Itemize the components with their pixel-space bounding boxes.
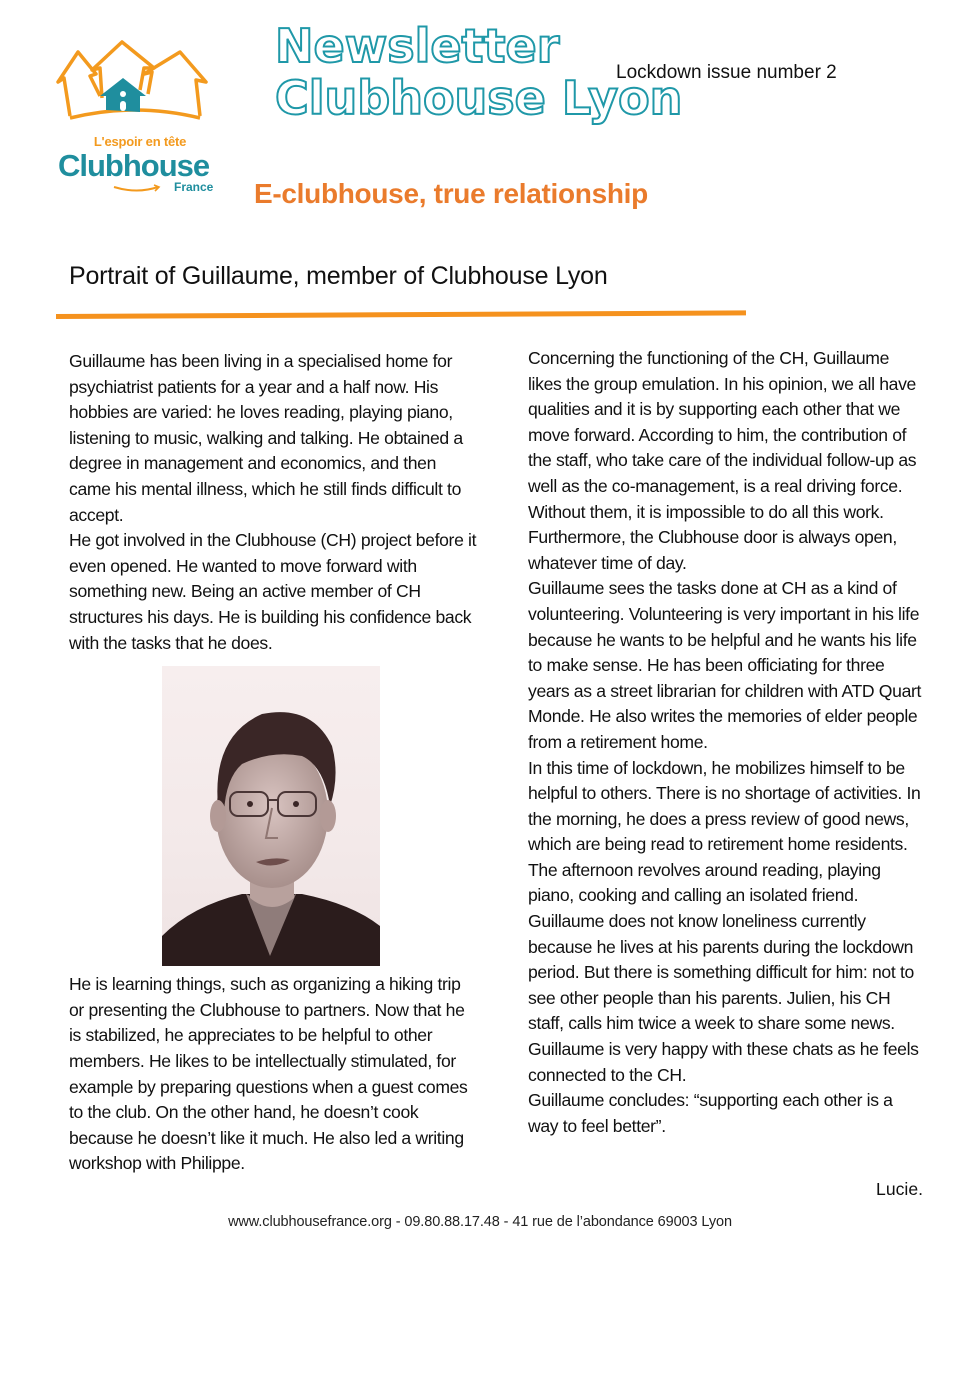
newsletter-title-line1: Newsletter bbox=[275, 19, 560, 73]
paragraph: Guillaume concludes: “supporting each other is a way to feel better”. bbox=[528, 1090, 893, 1136]
right-column bbox=[528, 346, 923, 1139]
article-columns bbox=[69, 346, 923, 1177]
article-title: Portrait of Guillaume, member of Clubhouse Lyon bbox=[69, 262, 608, 290]
clubhouse-france-logo bbox=[56, 38, 216, 194]
orange-divider bbox=[56, 310, 746, 319]
smile-arrow-icon bbox=[112, 184, 162, 194]
newsletter-subtitle: E-clubhouse, true relationship bbox=[254, 178, 648, 209]
paragraph: Concerning the functioning of the CH, Guillaume likes the group emulation. In his opinion, we all have qualities and it is by supporting each other that we move forward. According to him, the contribution of the staff, who take care of the individual follow-up as well as the co-management, is a real driving force. Without them, it is impossible to do all this work. Furthermore, the Clubhouse door is always open, whatever time of day. bbox=[528, 348, 917, 573]
article-body bbox=[69, 346, 923, 1230]
logo-country: France bbox=[174, 180, 214, 194]
author-signature: Lucie. bbox=[876, 1178, 923, 1199]
portrait-photo bbox=[162, 666, 380, 966]
paragraph: He got involved in the Clubhouse (CH) project before it even opened. He wanted to move forward with something new. Being an active member of CH structures his days. He is building his confidence back with the tasks that he does. bbox=[69, 530, 477, 653]
paragraph: Guillaume does not know loneliness currently because he lives at his parents during the lockdown period. But there is something difficult for him: not to see other people than his parents. Julien, his CH staff, calls him twice a week to share some news. Guillaume is very happy with these chats as he feels connected to the CH. bbox=[528, 911, 919, 1085]
paragraph: Guillaume sees the tasks done at CH as a kind of volunteering. Volunteering is very important in his life because he wants to be helpful and he wants his life to make sense. He has been officiating for three years as a street librarian for children with ATD Quart Monde. He also writes the memories of elder people from a retirement home. bbox=[528, 578, 922, 752]
house-arrows-icon bbox=[56, 38, 216, 138]
paragraph: In this time of lockdown, he mobilizes himself to be helpful to others. There is no shortage of activities. In the morning, he does a press review of good news, which are being read to retirement home residents. The afternoon revolves around reading, playing piano, cooking and calling an isolated friend. bbox=[528, 757, 921, 906]
person-portrait-icon bbox=[162, 666, 380, 966]
issue-label: Lockdown issue number 2 bbox=[616, 62, 837, 83]
logo-tagline: L'espoir en tête bbox=[93, 134, 187, 149]
paragraph: Guillaume has been living in a specialised home for psychiatrist patients for a year and a half now. His hobbies are varied: he loves reading, playing piano, listening to music, walking and talking. He obtained a degree in management and economics, and then came his mental illness, which he still finds difficult to accept. bbox=[69, 351, 463, 525]
paragraph: He is learning things, such as organizing a hiking trip or presenting the Clubhouse to partners. Now that he is stabilized, he appreciates to be helpful to other members. He likes to be intellectually stimulated, for example by preparing questions when a guest comes to the club. On the other hand, he doesn’t cook because he doesn’t like it much. He also led a writing workshop with Philippe. bbox=[69, 974, 468, 1174]
left-column bbox=[69, 346, 479, 1177]
newsletter-title-line2: Clubhouse Lyon bbox=[275, 71, 683, 125]
logo-name: Clubhouse bbox=[58, 148, 210, 183]
footer-contact: www.clubhousefrance.org - 09.80.88.17.48 - 41 rue de l’abondance 69003 Lyon bbox=[228, 1213, 732, 1230]
